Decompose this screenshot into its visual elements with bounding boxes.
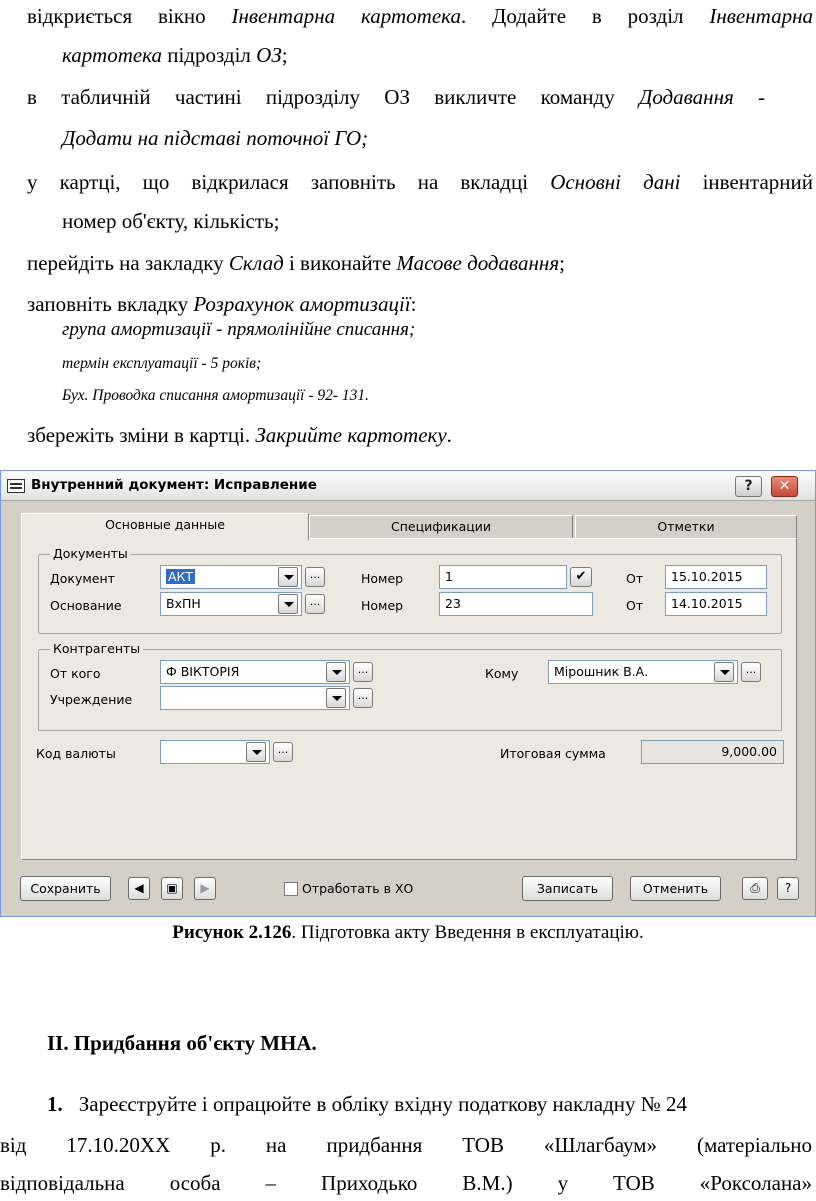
section-heading: ІІ. Придбання об'єкту МНА. — [47, 1031, 317, 1055]
instruction-line-4: Додати на підставі поточної ГО; — [62, 126, 369, 150]
tab-main-data[interactable]: Основные данные — [21, 513, 309, 540]
instruction-line-8: заповніть вкладку Розрахунок амортизації: — [27, 292, 417, 316]
from-whom-dropdown-button[interactable] — [326, 662, 346, 682]
total-field: 9,000.00 — [641, 740, 784, 764]
institution-dropdown-button[interactable] — [326, 688, 346, 708]
process-checkbox[interactable] — [284, 882, 298, 896]
instruction-line-12: збережіть зміни в картці. Закрийте картотеку. — [27, 423, 452, 447]
to-whom-field[interactable]: Мірошник В.А. — [548, 660, 738, 684]
instruction-line-5: у картці, що відкрилася заповніть на вкладці Основні дані інвентарний — [27, 170, 813, 194]
cancel-button[interactable]: Отменить — [630, 876, 721, 901]
document-create-icon[interactable]: ▣ — [161, 877, 183, 900]
paragraph-line-1: 1. Зареєструйте і опрацюйте в обліку вхідну податкову накладну № 24 — [47, 1092, 688, 1116]
instruction-line-6: номер об'єкту, кількість; — [62, 209, 280, 233]
instruction-line-7: перейдіть на закладку Склад і виконайте Масове додавання; — [27, 251, 565, 275]
basis-browse-button[interactable]: ... — [305, 594, 325, 614]
document-field[interactable]: АКТ — [160, 565, 302, 589]
institution-browse-button[interactable]: ... — [353, 688, 373, 708]
dialog-titlebar — [1, 471, 815, 501]
paragraph-line-3: відповідальна особа – Приходько В.М.) у ТОВ «Роксолана» — [0, 1171, 812, 1195]
document-label: Документ — [50, 571, 115, 586]
prev-arrow-icon[interactable]: ◀ — [128, 877, 150, 900]
instruction-line-10: термін експлуатації - 5 років; — [62, 355, 262, 372]
write-button[interactable]: Записать — [522, 876, 613, 901]
institution-label: Учреждение — [50, 692, 133, 707]
basis-field[interactable]: ВхПН — [160, 592, 302, 616]
help-button[interactable]: ? — [777, 877, 799, 900]
counterparties-group-label: Контрагенты — [50, 641, 143, 656]
dialog-title: Внутренний документ: Исправление — [31, 477, 317, 493]
tab-panel — [21, 538, 797, 860]
to-whom-dropdown-button[interactable] — [714, 662, 734, 682]
next-arrow-icon[interactable]: ▶ — [194, 877, 216, 900]
figure-caption: Рисунок 2.126. Підготовка акту Введення в експлуатацію. — [172, 922, 644, 943]
from-date-label: От — [626, 571, 644, 586]
to-whom-browse-button[interactable]: ... — [741, 662, 761, 682]
currency-label: Код валюты — [36, 746, 116, 761]
instruction-line-2: картотека підрозділ ОЗ; — [62, 43, 288, 67]
from-date-field[interactable]: 15.10.2015 — [665, 565, 767, 589]
documents-group-label: Документы — [50, 546, 131, 561]
number-field[interactable]: 1 — [439, 565, 567, 589]
tab-marks[interactable]: Отметки — [575, 515, 797, 539]
tab-specifications[interactable]: Спецификации — [309, 515, 573, 539]
tab-strip — [21, 513, 797, 539]
number2-field[interactable]: 23 — [439, 592, 593, 616]
to-whom-label: Кому — [485, 666, 519, 681]
help-title-button[interactable]: ? — [735, 476, 762, 497]
close-button[interactable]: ✕ — [771, 476, 798, 497]
window-icon — [7, 479, 25, 493]
currency-browse-button[interactable]: ... — [273, 742, 293, 762]
number2-label: Номер — [361, 598, 404, 613]
from-whom-label: От кого — [50, 666, 101, 681]
total-label: Итоговая сумма — [500, 746, 606, 761]
instruction-line-11: Бух. Проводка списання амортизації - 92- 131. — [62, 387, 370, 404]
process-label: Отработать в ХО — [302, 881, 414, 896]
currency-dropdown-button[interactable] — [246, 742, 266, 762]
basis-dropdown-button[interactable] — [278, 594, 298, 614]
instruction-line-9: група амортизації - прямолінійне списання; — [62, 319, 416, 340]
number-confirm-icon[interactable]: ✔ — [570, 567, 592, 587]
document-dialog — [0, 470, 816, 917]
number-label: Номер — [361, 571, 404, 586]
print-icon[interactable]: ⎙ — [742, 877, 768, 900]
from-whom-browse-button[interactable]: ... — [353, 662, 373, 682]
document-browse-button[interactable]: ... — [305, 567, 325, 587]
paragraph-line-2: від 17.10.20ХХ р. на придбання ТОВ «Шлагбаум» (матеріально — [0, 1133, 812, 1157]
institution-field[interactable] — [160, 686, 350, 710]
basis-label: Основание — [50, 598, 122, 613]
from-whom-field[interactable]: Ф ВІКТОРІЯ — [160, 660, 350, 684]
instruction-line-1: відкриється вікно Інвентарна картотека. Додайте в розділ Інвентарна — [27, 4, 813, 28]
from-date2-label: От — [626, 598, 644, 613]
instruction-line-3: в табличній частині підрозділу ОЗ викличте команду Додавання - — [27, 85, 765, 109]
document-dropdown-button[interactable] — [278, 567, 298, 587]
save-button[interactable]: Сохранить — [20, 876, 111, 901]
from-date2-field[interactable]: 14.10.2015 — [665, 592, 767, 616]
